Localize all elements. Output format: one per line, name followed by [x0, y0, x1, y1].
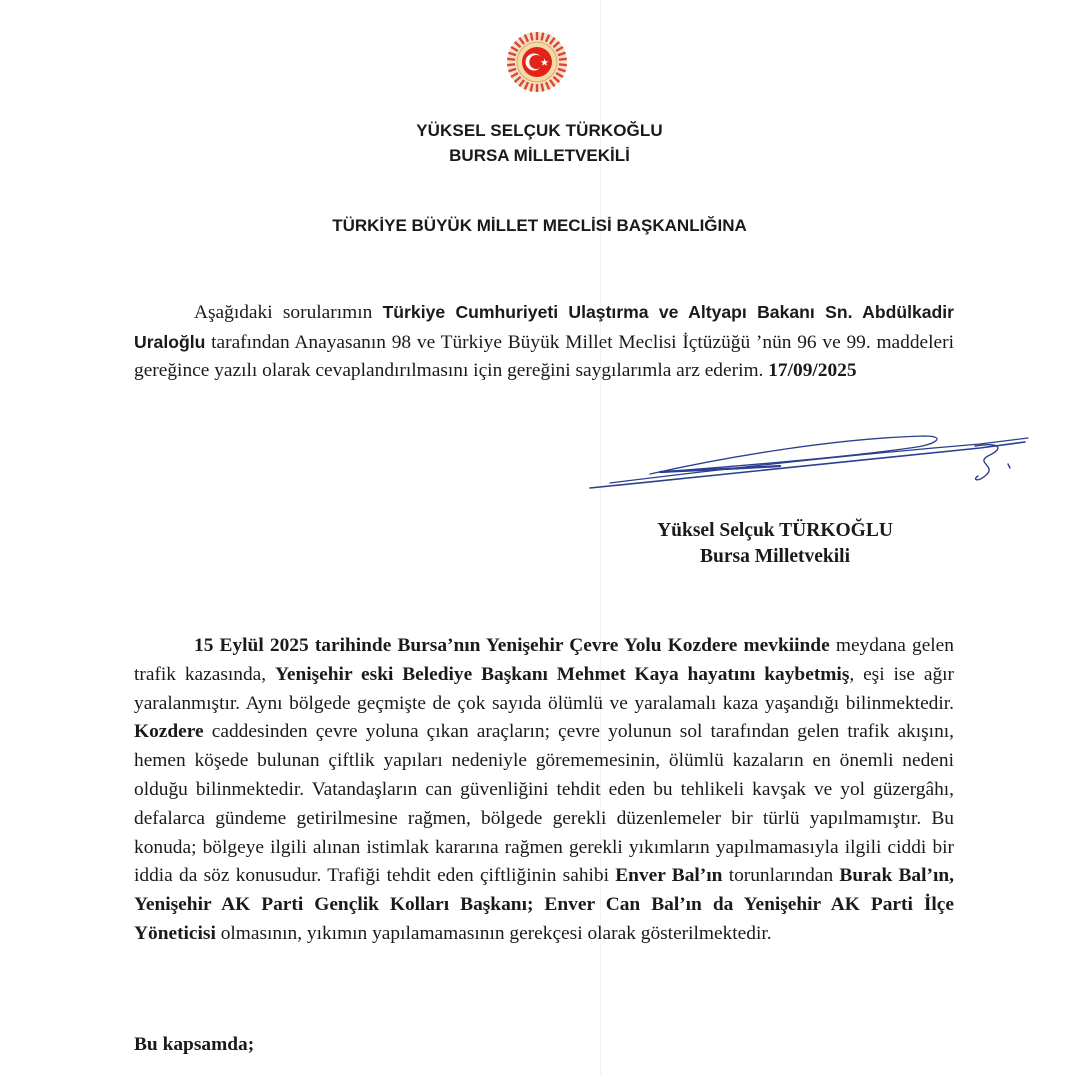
body-bold-4: Enver Bal’ın: [615, 865, 723, 887]
closing-line: Bu kapsamda;: [134, 1034, 255, 1055]
signatory-name: Yüksel Selçuk TÜRKOĞLU: [657, 520, 893, 541]
body-text-4: torunlarından: [722, 865, 840, 887]
intro-text-2: tarafından Anayasanın 98 ve Türkiye Büyük Millet Meclisi İçtüzüğü ’nün 96 ve 99. maddeleri gereğince yazılı olarak cevaplandırılmasını için gereğini saygılarımla arz ederim.: [134, 331, 954, 382]
body-bold-3: Kozdere: [134, 721, 204, 743]
body-bold-1: 15 Eylül 2025 tarihinde Bursa’nın Yenişehir Çevre Yolu Kozdere mevkiinde: [194, 635, 830, 656]
body-text-3: caddesinden çevre yoluna çıkan araçların; çevre yolunun sol tarafından gelen trafik akışını, hemen köşede bulunan çiftlik yapıları nedeniyle görememesinin, ölümlü kazaların en önemli nedeni olduğu bilinmektedir. Vatandaşların can güvenliğini tehdit eden bu tehlikeli kavşak ve yol güzergâhı, defalarca gündeme getirilmesine rağmen, bölgede gerekli düzenlemeler bir türlü yapılmamıştır. Bu konuda; bölgeye ilgili alınan istimlak kararına rağmen gerekli yıkımların yapılmamasıyla ilgili ciddi bir iddia da söz konusudur. Trafiği tehdit eden çiftliğinin sahibi: [134, 721, 954, 887]
body-bold-5: Burak Bal’ın, Yenişehir AK Parti Gençlik Kolları Başkanı; Enver Can Bal’ın da Yenişehir AK Parti İlçe Yöneticisi: [134, 865, 954, 944]
body-paragraph: [134, 632, 954, 949]
body-bold-2: Yenişehir eski Belediye Başkanı Mehmet Kaya hayatını kaybetmiş: [274, 663, 850, 685]
mp-name-heading: YÜKSEL SELÇUK TÜRKOĞLU: [416, 121, 663, 140]
body-text-1: meydana gelen trafik kazasında,: [134, 635, 954, 685]
minister-name: Türkiye Cumhuriyeti Ulaştırma ve Altyapı Bakanı Sn. Abdülkadir Uraloğlu: [134, 302, 955, 352]
handwritten-signature: [580, 428, 1035, 498]
tbmm-emblem-icon: [506, 31, 568, 93]
intro-paragraph: [134, 298, 954, 386]
intro-text-1: Aşağıdaki sorularımın: [194, 302, 383, 323]
addressee-heading: TÜRKİYE BÜYÜK MİLLET MECLİSİ BAŞKANLIĞINA: [332, 216, 747, 235]
body-text-5: olmasının, yıkımın yapılamamasının gerekçesi olarak gösterilmektedir.: [215, 922, 772, 944]
body-text-2: , eşi ise ağır yaralanmıştır. Aynı bölgede geçmişte de çok sayıda ölümlü ve yaralamalı kaza yaşandığı bilinmektedir.: [134, 663, 954, 714]
mp-role-heading: BURSA MİLLETVEKİLİ: [449, 146, 630, 165]
signatory-role: Bursa Milletvekili: [699, 546, 851, 567]
document-date: 17/09/2025: [768, 360, 857, 382]
